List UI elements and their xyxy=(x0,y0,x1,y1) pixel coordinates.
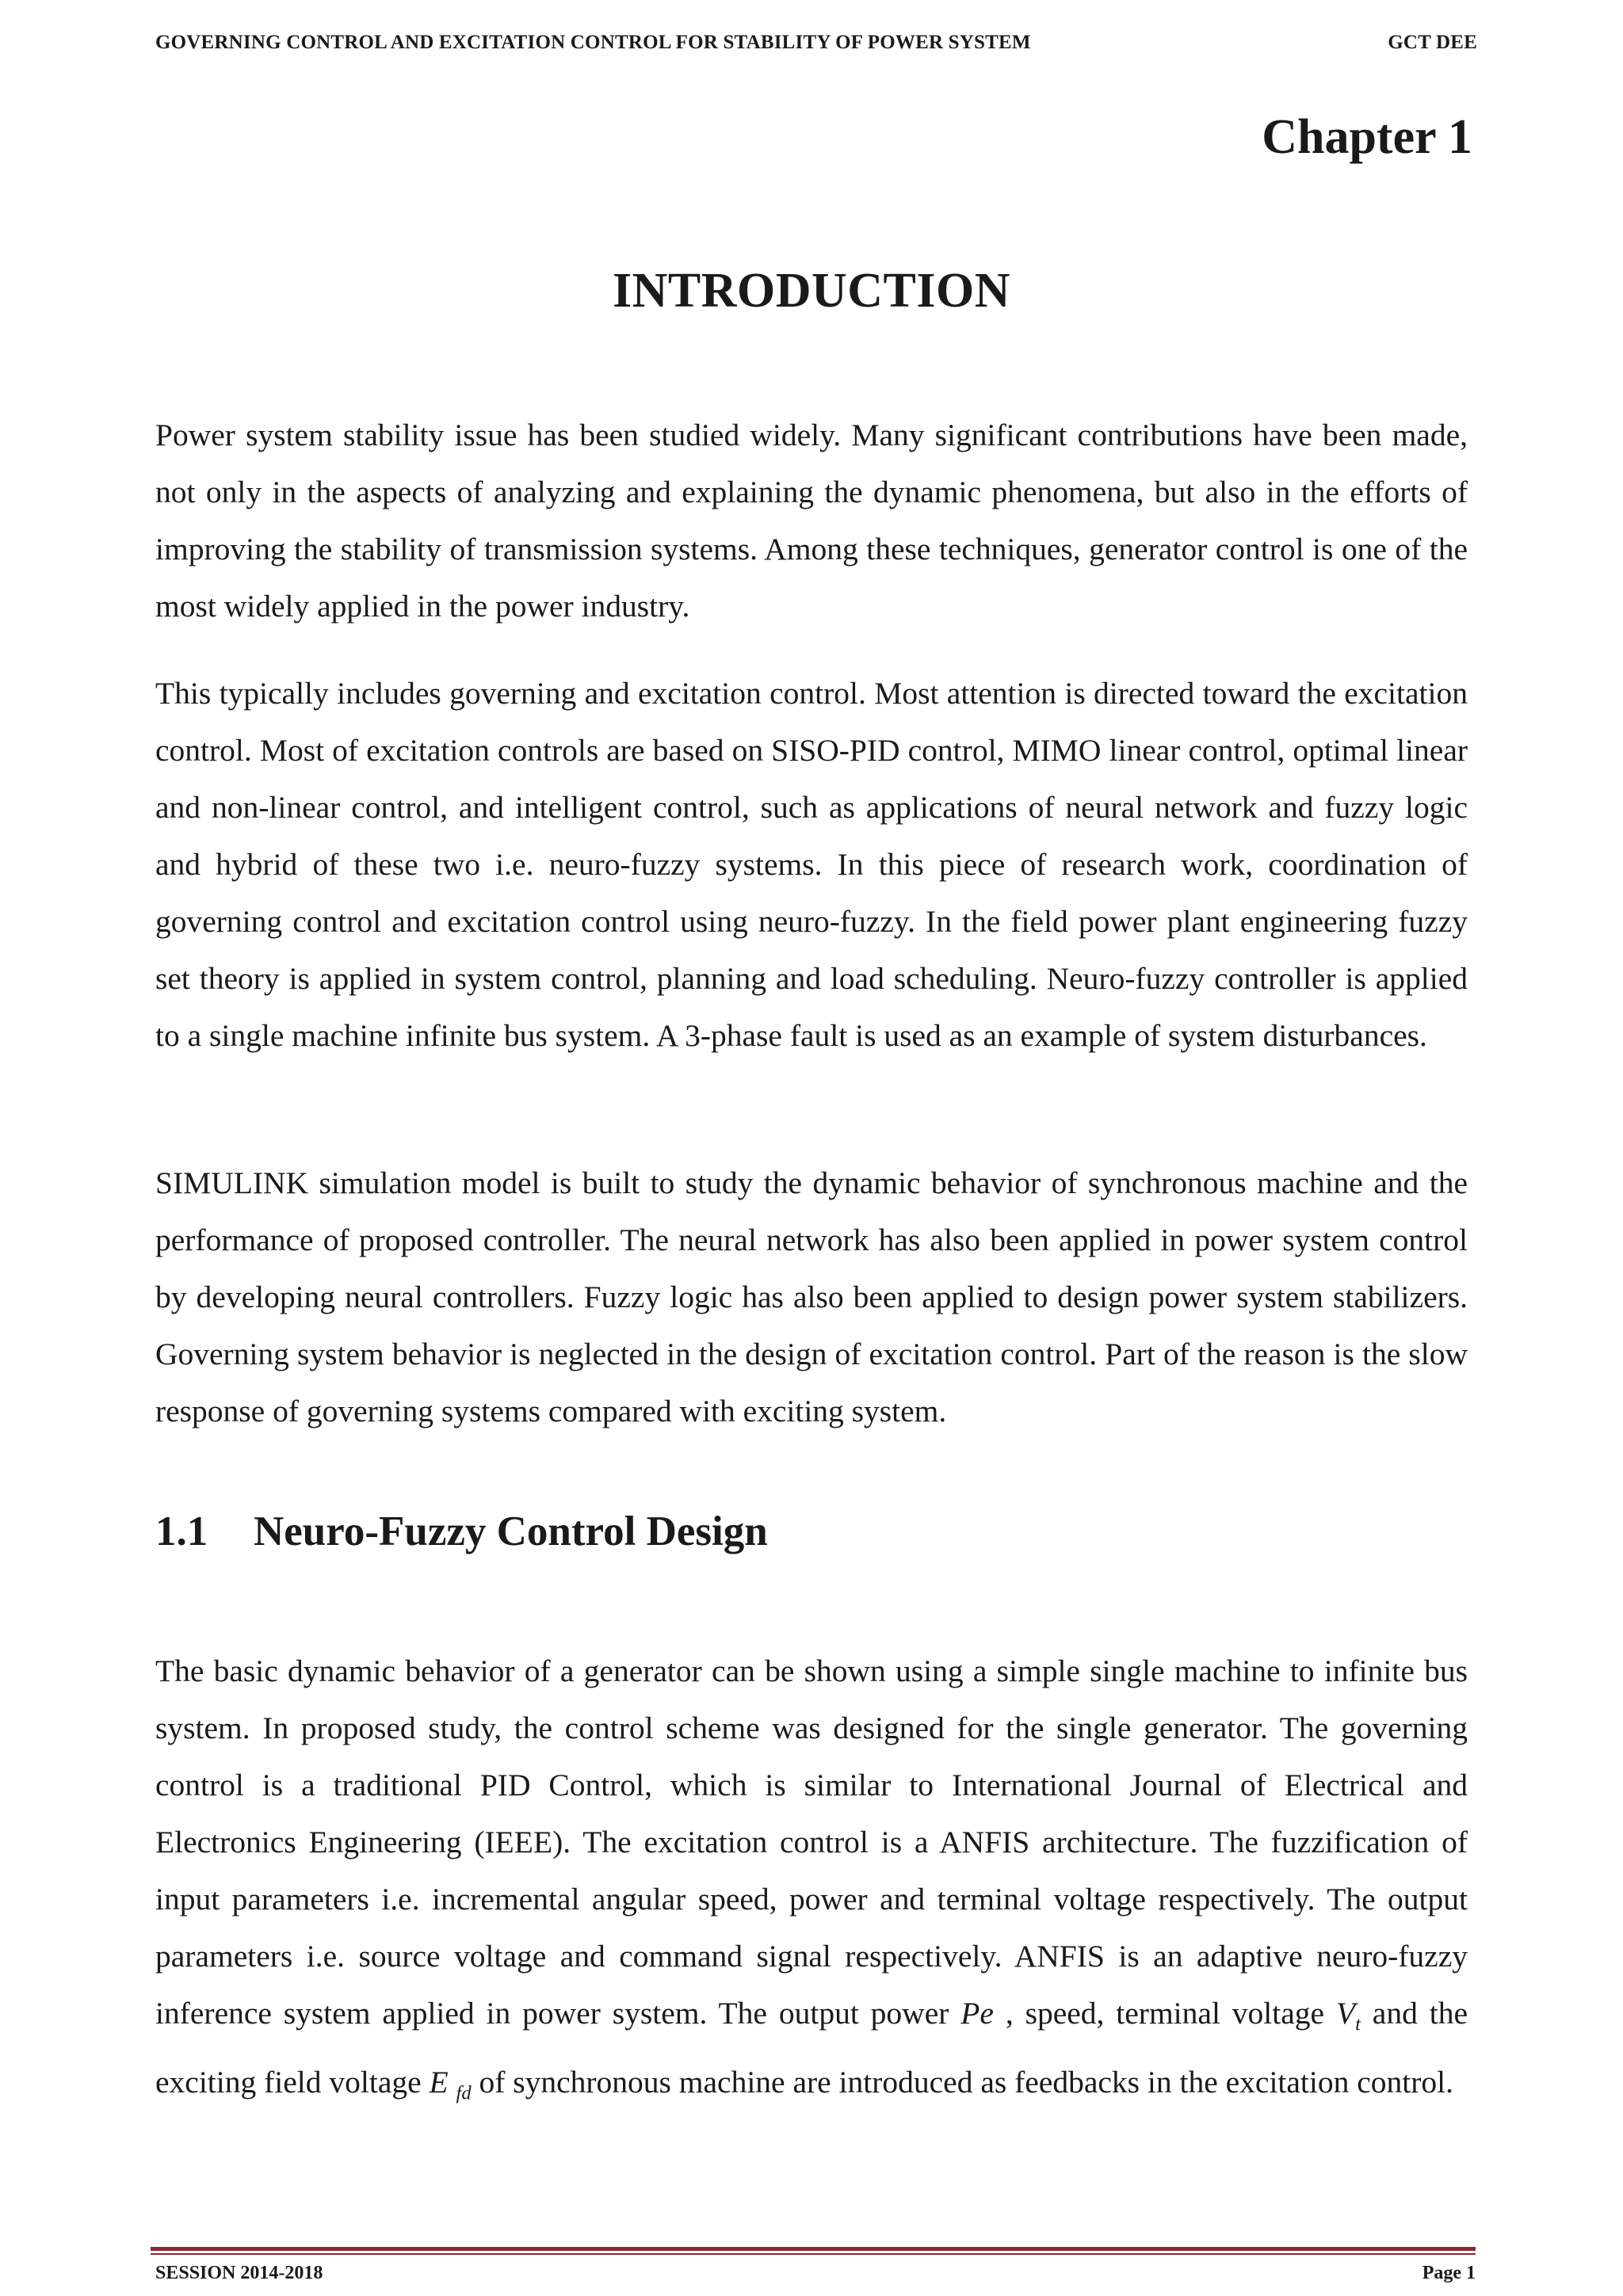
subscript-fd: fd xyxy=(456,2082,472,2104)
footer-divider xyxy=(151,2253,1476,2255)
symbol-terminal-voltage: V xyxy=(1335,1996,1356,2031)
header-title: GOVERNING CONTROL AND EXCITATION CONTROL FOR STABILITY OF POWER SYSTEM xyxy=(155,32,1031,53)
paragraph-text: The basic dynamic behavior of a generator can be shown using a simple single machine to infinite bus system. In proposed study, the control scheme was designed for the single generator. The governing control is a traditional PID Control, which is similar to International Journal of Electrical and Electronics Engineering (IEEE). The excitation control is a ANFIS architecture. The fuzzification of input parameters i.e. incremental angular speed, power and terminal voltage respectively. The output parameters i.e. source voltage and command signal respectively. ANFIS is an adaptive neuro-fuzzy inference system applied in power system. The output power xyxy=(155,1653,1468,2031)
running-footer xyxy=(155,2263,1476,2284)
paragraph-text: , speed, terminal voltage xyxy=(993,1996,1336,2031)
body-paragraph: Power system stability issue has been studied widely. Many significant contributions have been made, not only in the aspects of analyzing and explaining the dynamic phenomena, but also in the efforts of improving the stability of transmission systems. Among these techniques, generator control is one of the most widely applied in the power industry. xyxy=(155,418,1468,624)
page-number: Page 1 xyxy=(1422,2263,1476,2283)
footer-divider xyxy=(151,2247,1476,2251)
symbol-field-voltage: E xyxy=(429,2064,449,2100)
section-number: 1.1 xyxy=(155,1508,208,1554)
section-title: Neuro-Fuzzy Control Design xyxy=(254,1508,768,1554)
section-heading xyxy=(155,1508,768,1555)
running-header xyxy=(155,32,1477,54)
chapter-label: Chapter 1 xyxy=(1262,110,1472,164)
chapter-title: INTRODUCTION xyxy=(612,264,1011,318)
header-department: GCT DEE xyxy=(1388,32,1477,53)
body-paragraph: This typically includes governing and excitation control. Most attention is directed toward the excitation control. Most of excitation controls are based on SISO-PID control, MIMO linear control, optimal linear and non-linear control, and intelligent control, such as applications of neural network and fuzzy logic and hybrid of these two i.e. neuro-fuzzy systems. In this piece of research work, coordination of governing control and excitation control using neuro-fuzzy. In the field power plant engineering fuzzy set theory is applied in system control, planning and load scheduling. Neuro-fuzzy controller is applied to a single machine infinite bus system. A 3-phase fault is used as an example of system disturbances. xyxy=(155,676,1468,1053)
paragraph-text: of synchronous machine are introduced as feedbacks in the excitation control. xyxy=(471,2064,1454,2100)
body-paragraph: SIMULINK simulation model is built to study the dynamic behavior of synchronous machine and the performance of proposed controller. The neural network has also been applied in power system control by developing neural controllers. Fuzzy logic has also been applied to design power system stabilizers. Governing system behavior is neglected in the design of excitation control. Part of the reason is the slow response of governing systems compared with exciting system. xyxy=(155,1165,1468,1428)
paragraph-text: and the exciting field voltage xyxy=(155,1996,1468,2100)
footer-session: SESSION 2014-2018 xyxy=(155,2263,323,2283)
symbol-output-power: Pe xyxy=(960,1996,994,2031)
subscript-t: t xyxy=(1355,2013,1361,2035)
body-paragraph xyxy=(155,1642,1468,2122)
